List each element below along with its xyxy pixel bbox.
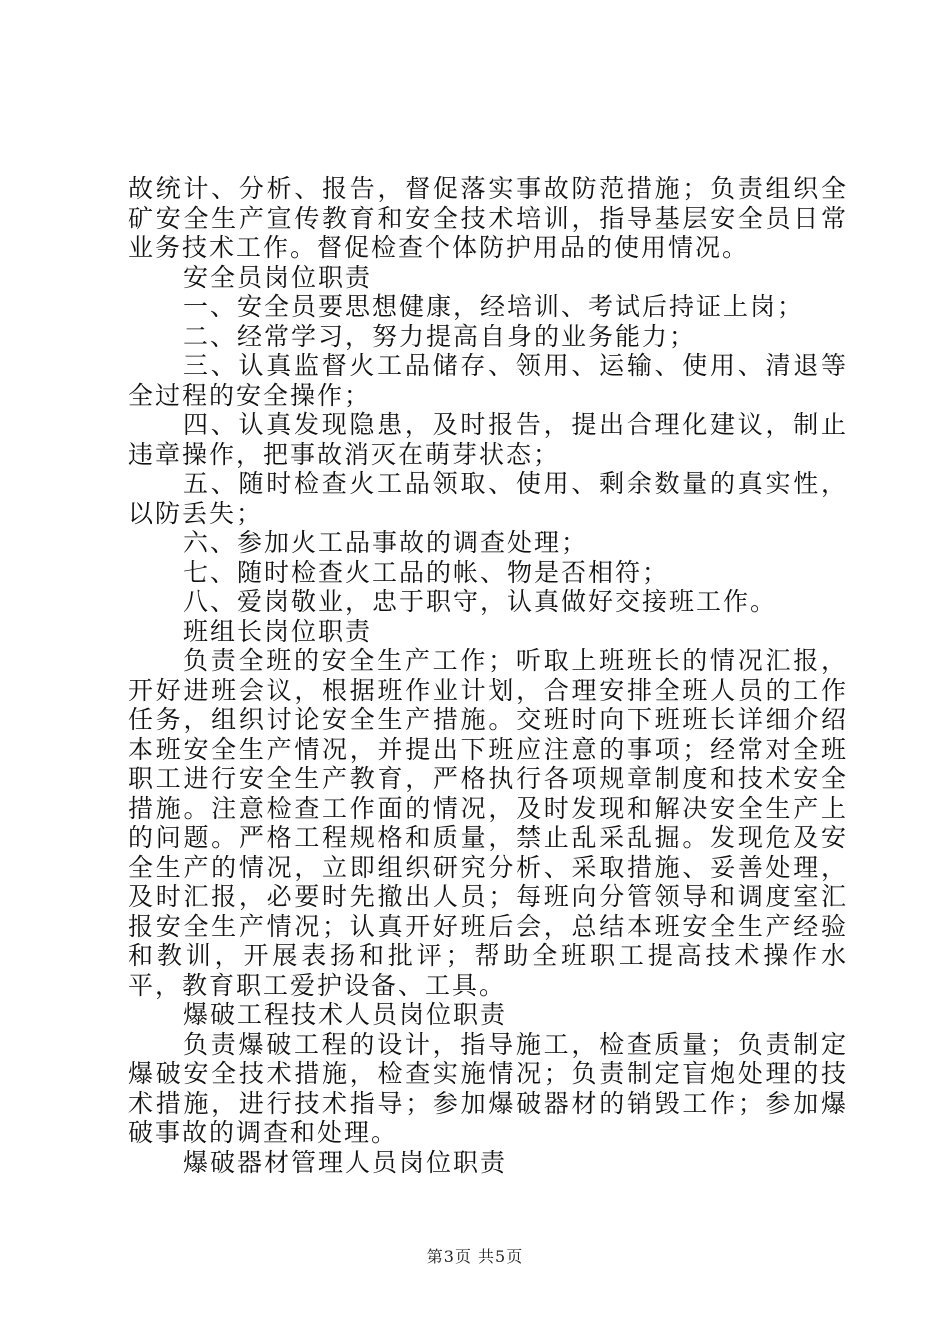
paragraph: 负责爆破工程的设计，指导施工，检查质量；负责制定爆破安全技术措施，检查实施情况；负责制定盲炮处理的技术措施，进行技术指导；参加爆破器材的销毁工作；参加爆破事故的调查和处理。 [128,1029,848,1147]
paragraph: 爆破器材管理人员岗位职责 [183,1147,508,1177]
paragraph: 安全员岗位职责 [183,262,373,292]
page-footer: 第3页 共5页 [426,1247,524,1266]
paragraph: 二、经常学习，努力提高自身的业务能力； [183,321,697,351]
paragraph: 五、随时检查火工品领取、使用、剩余数量的真实性，以防丢失； [128,469,848,528]
paragraph: 一、安全员要思想健康，经培训、考试后持证上岗； [183,292,805,321]
paragraph: 四、认真发现隐患，及时报告，提出合理化建议，制止违章操作，把事故消灭在萌芽状态； [128,410,848,469]
paragraph: 故统计、分析、报告，督促落实事故防范措施；负责组织全矿安全生产宣传教育和安全技术培训，指导基层安全员日常业务技术工作。督促检查个体防护用品的使用情况。 [128,174,848,262]
paragraph: 负责全班的安全生产工作；听取上班班长的情况汇报，开好进班会议，根据班作业计划，合理安排全班人员的工作任务，组织讨论安全生产措施。交班时向下班班长详细介绍本班安全生产情况，并提出下班应注意的事项；经常对全班职工进行安全生产教育，严格执行各项规章制度和技术安全措施。注意检查工作面的情况，及时发现和解决安全生产上的问题。严格工程规格和质量，禁止乱采乱掘。发现危及安全生产的情况，立即组织研究分析、采取措施、妥善处理，及时汇报，必要时先撤出人员；每班向分管领导和调度室汇报安全生产情况；认真开好班后会，总结本班安全生产经验和教训，开展表扬和批评；帮助全班职工提高技术操作水平，教育职工爱护设备、工具。 [128,646,848,1000]
paragraph: 班组长岗位职责 [183,616,373,646]
paragraph: 三、认真监督火工品储存、领用、运输、使用、清退等全过程的安全操作； [128,351,848,410]
paragraph: 爆破工程技术人员岗位职责 [183,1000,508,1029]
paragraph: 七、随时检查火工品的帐、物是否相符； [183,557,670,587]
paragraph: 八、爱岗敬业，忠于职守，认真做好交接班工作。 [183,587,778,616]
document-body [128,174,848,1177]
paragraph: 六、参加火工品事故的调查处理； [183,528,589,557]
